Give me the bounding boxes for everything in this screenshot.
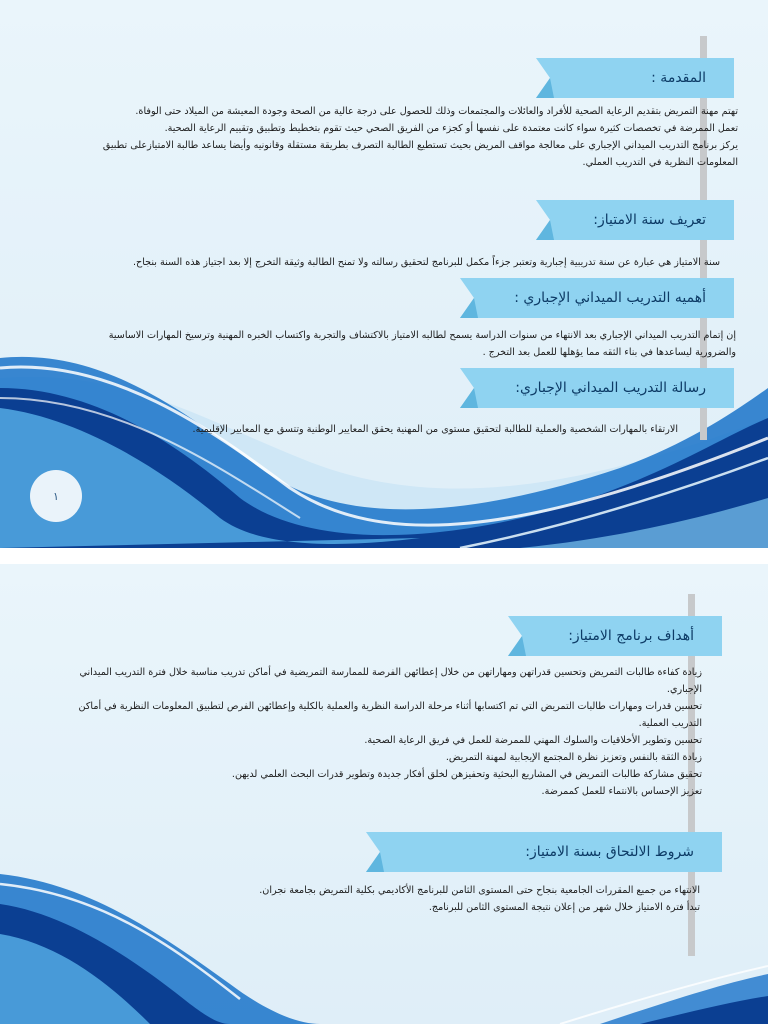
definition-paragraph [20, 254, 720, 271]
section-tab-importance [460, 278, 734, 318]
text-line: تعمل الممرضة في تخصصات كثيرة سواء كانت معتمدة على نفسها أو كجزء من الفريق الصحي حيث تقوم بتخطيط وتطبيق وتقييم الرعاية الصحية. [164, 123, 738, 134]
text-line: تحسين وتطوير الأخلاقيات والسلوك المهني للممرضة للعمل في فريق الرعاية الصحية. [364, 735, 702, 746]
text-line: والضرورية ليساعدها في بناء الثقه مما يؤهلها للعمل بعد التخرج . [482, 347, 736, 358]
section-tab-introduction [536, 58, 734, 98]
section-tab-objectives [508, 616, 722, 656]
text-line: الإجباري. [666, 684, 702, 695]
text-line: الانتهاء من جميع المقررات الجامعية بنجاح حتى المستوى الثامن للبرنامج الأكاديمي بكلية التمريض بجامعة نجران. [259, 885, 700, 896]
section-heading: أهداف برنامج الامتياز: [568, 628, 694, 644]
text-line: زيادة الثقة بالنفس وتعزيز نظرة المجتمع الإيجابية لمهنة التمريض. [445, 752, 702, 763]
text-line: زيادة كفاءة طالبات التمريض وتحسين قدراتهن ومهاراتهن من خلال إعطائهن الفرصة للممارسة التمريضية في أماكن تدريب مناسبة خلال فترة التدريب الميداني [79, 667, 702, 678]
objectives-list [12, 664, 702, 800]
mission-paragraph [18, 421, 678, 438]
section-tab-requirements [366, 832, 722, 872]
section-heading: المقدمة : [651, 70, 706, 86]
section-heading: شروط الالتحاق بسنة الامتياز: [525, 844, 694, 860]
text-line: التدريب العملية. [638, 718, 702, 729]
section-tab-mission [460, 368, 734, 408]
section-heading: أهميه التدريب الميداني الإجباري : [514, 290, 706, 306]
section-heading: تعريف سنة الامتياز: [593, 212, 706, 228]
text-line: تحسين قدرات ومهارات طالبات التمريض التي تم اكتسابها أثناء مرحلة الدراسة النظرية والعملية بالكلية وإعطائهن الفرص لتطبيق المعلومات النظرية في أماكن [78, 701, 702, 712]
text-line: تهتم مهنة التمريض بتقديم الرعاية الصحية للأفراد والعائلات والمجتمعات وذلك للحصول على درجة عالية من الصحة وجودة المعيشة من الميلاد حتى الوفاة. [135, 106, 738, 117]
text-line: يركز برنامج التدريب الميداني الإجباري على معالجة مواقف المريض بحيث تستطيع الطالبة التصرف بطريقة مستقلة وقانونيه وأيضا يساعد طالبة الامتيازعلى تطبيق [102, 140, 738, 151]
text-line: المعلومات النظرية في التدريب العملي. [582, 157, 738, 168]
text-line: الارتقاء بالمهارات الشخصية والعملية للطالبة لتحقيق مستوى من المهنية يحقق المعايير الوطنية وتتسق مع المعايير الإقليمية. [192, 424, 678, 435]
text-line: تعزيز الإحساس بالانتماء للعمل كممرضة. [541, 786, 702, 797]
text-line: إن إتمام التدريب الميداني الإجباري بعد الانتهاء من سنوات الدراسة يسمح لطالبه الامتياز بالاكتشاف والتجربة واكتساب الخبره المهنية وترسيخ المهارات الاساسية [108, 330, 736, 341]
page-two [0, 564, 768, 1024]
section-tab-definition [536, 200, 734, 240]
introduction-paragraph [38, 103, 738, 171]
importance-paragraph [16, 327, 736, 361]
text-line: تبدأ فترة الامتياز خلال شهر من إعلان نتيجة المستوى الثامن للبرنامج. [428, 902, 700, 913]
section-heading: رسالة التدريب الميداني الإجباري: [515, 380, 706, 396]
requirements-list [20, 882, 700, 916]
text-line: سنة الامتياز هي عبارة عن سنة تدريبية إجبارية وتعتبر جزءاً مكمل للبرنامج لتحقيق رسالته ولا تمنح الطالبة وثيقة التخرج إلا بعد اجتياز هذه السنة بنجاح. [133, 257, 720, 268]
page-number: ١ [30, 470, 82, 522]
text-line: تحقيق مشاركة طالبات التمريض في المشاريع البحثية وتحفيزهن لخلق أفكار جديدة وتطوير قدرات البحث العلمي لديهن. [231, 769, 702, 780]
